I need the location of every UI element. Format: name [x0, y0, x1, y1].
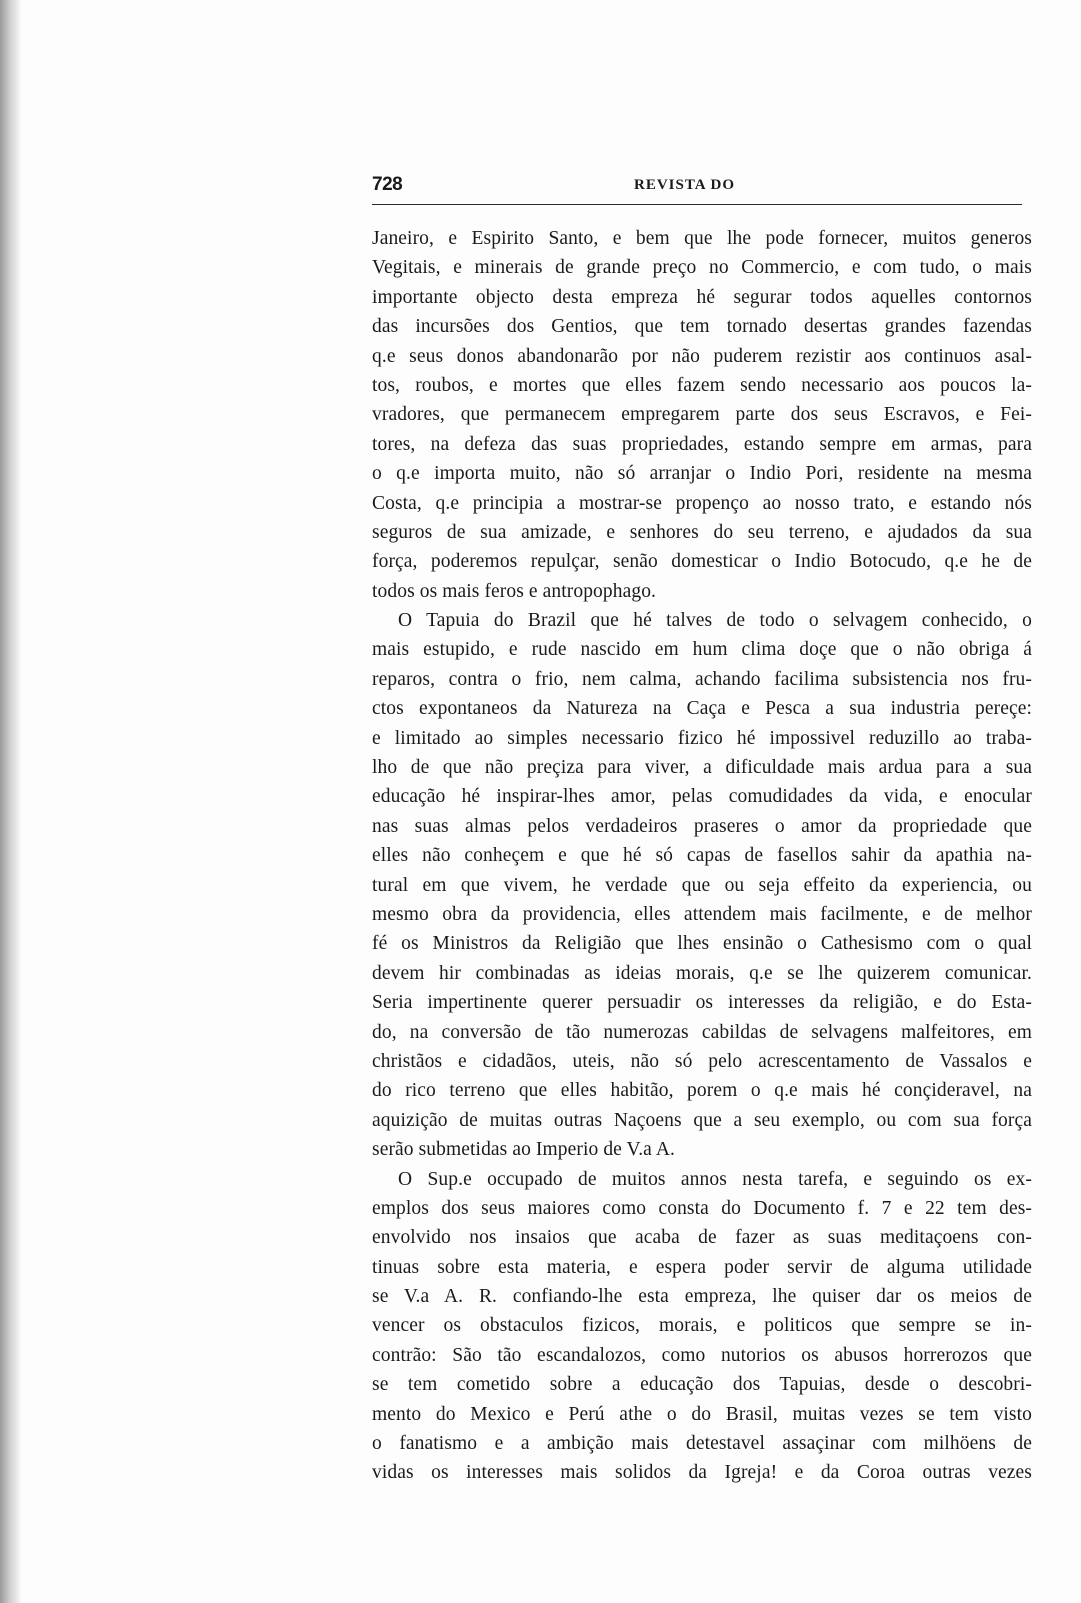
text-line: das incursões dos Gentios, que tem tornado desertas grandes fazendas	[372, 316, 1032, 338]
text-line: o fanatismo e a ambição mais detestavel assaçinar com milhöens de	[372, 1433, 1032, 1455]
text-line: Janeiro, e Espirito Santo, e bem que lhe pode fornecer, muitos generos	[372, 228, 1032, 249]
text-line: mento do Mexico e Perú athe o do Brasil, muitas vezes se tem visto	[372, 1403, 1032, 1425]
text-line: nas suas almas pelos verdadeiros praseres o amor da propriedade que	[372, 815, 1032, 837]
running-title: REVISTA DO	[634, 177, 735, 193]
text-line: educação hé inspirar-lhes amor, pelas comudidades da vida, e enocular	[372, 786, 1032, 808]
text-line: força, poderemos repulçar, senão domesticar o Indio Botocudo, q.e he de	[372, 551, 1032, 573]
text-line: tural em que vivem, he verdade que ou seja effeito da experiencia, ou	[372, 874, 1032, 896]
body-text	[372, 224, 1032, 1488]
text-line: christãos e cidadãos, uteis, não só pelo acrescentamento de Vassalos e	[372, 1050, 1032, 1072]
page-header	[372, 174, 1022, 202]
text-line: lho de que não preçiza para viver, a dificuldade mais ardua para a sua	[372, 757, 1032, 779]
text-line: se tem cometido sobre a educação dos Tapuias, desde o descobri-	[372, 1374, 1032, 1396]
text-line: vidas os interesses mais solidos da Igreja! e da Coroa outras vezes	[372, 1462, 1032, 1484]
text-line: importante objecto desta empreza hé segurar todos aquelles contornos	[372, 286, 1032, 308]
text-line: aquizição de muitas outras Naçoens que a seu exemplo, ou com sua força	[372, 1109, 1032, 1131]
text-line: Costa, q.e principia a mostrar-se propenço ao nosso trato, e estando nós	[372, 492, 1032, 514]
header-rule	[372, 204, 1022, 205]
text-line: envolvido nos insaios que acaba de fazer as suas meditaçoens con-	[372, 1227, 1032, 1249]
text-line: tos, roubos, e mortes que elles fazem sendo necessario aos poucos la-	[372, 374, 1032, 396]
page-number: 728	[372, 174, 403, 195]
text-line: devem hir combinadas as ideias morais, q.e se lhe quizerem comunicar.	[372, 962, 1032, 984]
text-line: mesmo obra da providencia, elles attendem mais facilmente, e de melhor	[372, 903, 1032, 925]
text-line: q.e seus donos abandonarão por não puderem rezistir aos continuos asal-	[372, 345, 1032, 367]
text-line: tores, na defeza das suas propriedades, estando sempre em armas, para	[372, 433, 1032, 455]
text-line: tinuas sobre esta materia, e espera poder servir de alguma utilidade	[372, 1256, 1032, 1278]
text-line: seguros de sua amizade, e senhores do seu terreno, e ajudados da sua	[372, 521, 1032, 543]
page-gutter-shadow	[0, 0, 22, 1603]
text-line: emplos dos seus maiores como consta do Documento f. 7 e 22 tem des-	[372, 1197, 1032, 1219]
text-line: reparos, contra o frio, nem calma, achando facilima subsistencia nos fru-	[372, 668, 1032, 690]
text-line: do, na conversão de tão numerozas cabildas de selvagens malfeitores, em	[372, 1021, 1032, 1043]
text-line: O Tapuia do Brazil que hé talves de todo o selvagem conhecido, o	[398, 610, 1032, 632]
text-line: se V.a A. R. confiando-lhe esta empreza, lhe quiser dar os meios de	[372, 1286, 1032, 1308]
text-line: mais estupido, e rude nascido em hum clima doçe que o não obriga á	[372, 639, 1032, 661]
text-line: Seria impertinente querer persuadir os interesses da religião, e do Esta-	[372, 992, 1032, 1014]
text-line: contrão: São tão escandalozos, como nutorios os abusos horrerozos que	[372, 1344, 1032, 1366]
text-line: ctos expontaneos da Natureza na Caça e Pesca a sua industria pereçe:	[372, 698, 1032, 720]
text-line: o q.e importa muito, não só arranjar o Indio Pori, residente na mesma	[372, 463, 1032, 485]
text-line: e limitado ao simples necessario fizico hé impossivel reduzillo ao traba-	[372, 727, 1032, 749]
text-line: serão submetidas ao Imperio de V.a A.	[372, 1139, 675, 1161]
text-line: O Sup.e occupado de muitos annos nesta tarefa, e seguindo os ex-	[398, 1168, 1032, 1190]
text-line: elles não conheçem e que hé só capas de fasellos sahir da apathia na-	[372, 845, 1032, 867]
text-line: Vegitais, e minerais de grande preço no Commercio, e com tudo, o mais	[372, 257, 1032, 279]
text-line: todos os mais feros e antropophago.	[372, 580, 657, 602]
text-line: do rico terreno que elles habitão, porem o q.e mais hé conçideravel, na	[372, 1080, 1032, 1102]
text-line: vencer os obstaculos fizicos, morais, e politicos que sempre se in-	[372, 1315, 1032, 1337]
text-line: fé os Ministros da Religião que lhes ensinão o Cathesismo com o qual	[372, 933, 1032, 955]
text-line: vradores, que permanecem empregarem parte dos seus Escravos, e Fei-	[372, 404, 1032, 426]
